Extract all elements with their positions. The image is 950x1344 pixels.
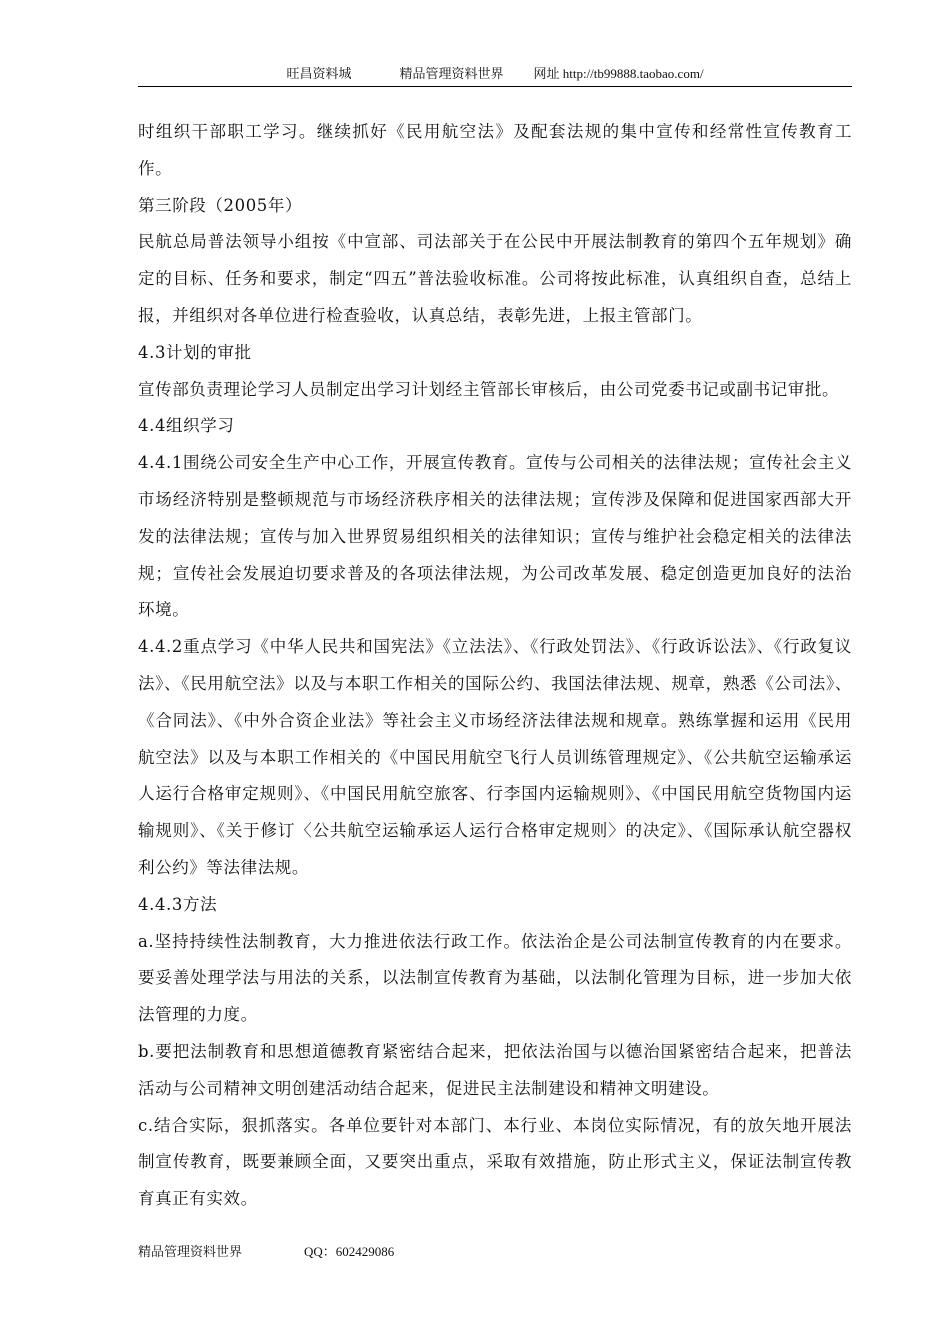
heading-stage-three: 第三阶段（2005年） (138, 195, 303, 215)
paragraph-4-4-2: 4.4.2重点学习《中华人民共和国宪法》《立法法》、《行政处罚法》、《行政诉讼法》、《行政复议法》、《民用航空法》以及与本职工作相关的国际公约、我国法律法规、规章，熟悉《公司法》、《合同法》、《中外合资企业法》等社会主义市场经济法律法规和规章。熟练掌握和运用《民用航空法》以及与本职工作相关的《中国民用航空飞行人员训练管理规定》、《公共航空运输承运人运行合格审定规则》、《中国民用航空旅客、行李国内运输规则》、《中国民用航空货物国内运输规则》、《关于修订〈公共航空运输承运人运行合格审定规则〉的决定》、《国际承认航空器权利公约》等法律法规。 (138, 637, 852, 877)
header-url-label: 网址 (533, 66, 560, 81)
paragraph-method-c: c.结合实际，狠抓落实。各单位要针对本部门、本行业、本岗位实际情况，有的放矢地开展法制宣传教育，既要兼顾全面，又要突出重点，采取有效措施，防止形式主义，保证法制宣传教育真正有实效。 (138, 1115, 852, 1209)
page-footer (138, 1242, 394, 1262)
heading-4-3: 4.3计划的审批 (138, 342, 252, 362)
paragraph-stage-three: 民航总局普法领导小组按《中宣部、司法部关于在公民中开展法制教育的第四个五年规划》确定的目标、任务和要求，制定“四五”普法验收标准。公司将按此标准，认真组织自查，总结上报，并组织对各单位进行检查验收，认真总结，表彰先进，上报主管部门。 (138, 232, 852, 325)
header-shop-name: 旺昌资料城 (286, 66, 352, 81)
footer-site-name: 精品管理资料世界 (138, 1244, 243, 1259)
paragraph-method-b: b.要把法制教育和思想道德教育紧密结合起来，把依法治国与以德治国紧密结合起来，把普法活动与公司精神文明创建活动结合起来，促进民主法制建设和精神文明建设。 (138, 1041, 852, 1098)
document-body (138, 114, 852, 1218)
header-site-name: 精品管理资料世界 (399, 66, 504, 81)
page-header (138, 64, 852, 84)
footer-qq: QQ：602429086 (304, 1244, 395, 1259)
heading-4-4-3: 4.4.3方法 (138, 894, 218, 914)
header-divider (138, 86, 852, 87)
paragraph-4-3: 宣传部负责理论学习人员制定出学习计划经主管部长审核后，由公司党委书记或副书记审批。 (138, 379, 840, 399)
paragraph-continuation: 时组织干部职工学习。继续抓好《民用航空法》及配套法规的集中宣传和经常性宣传教育工作。 (138, 122, 852, 178)
header-url-link[interactable]: http://tb99888.taobao.com/ (562, 66, 704, 81)
paragraph-4-4-1: 4.4.1围绕公司安全生产中心工作，开展宣传教育。宣传与公司相关的法律法规；宣传社会主义市场经济特别是整顿规范与市场经济秩序相关的法律法规；宣传涉及保障和促进国家西部大开发的法律法规；宣传与加入世界贸易组织相关的法律知识；宣传与维护社会稳定相关的法律法规；宣传社会发展迫切要求普及的各项法律法规，为公司改革发展、稳定创造更加良好的法治环境。 (138, 453, 852, 620)
heading-4-4: 4.4组织学习 (138, 416, 235, 436)
paragraph-method-a: a.坚持持续性法制教育，大力推进依法行政工作。依法治企是公司法制宣传教育的内在要求。要妥善处理学法与用法的关系，以法制宣传教育为基础，以法制化管理为目标，进一步加大依法管理的力度。 (138, 931, 852, 1025)
